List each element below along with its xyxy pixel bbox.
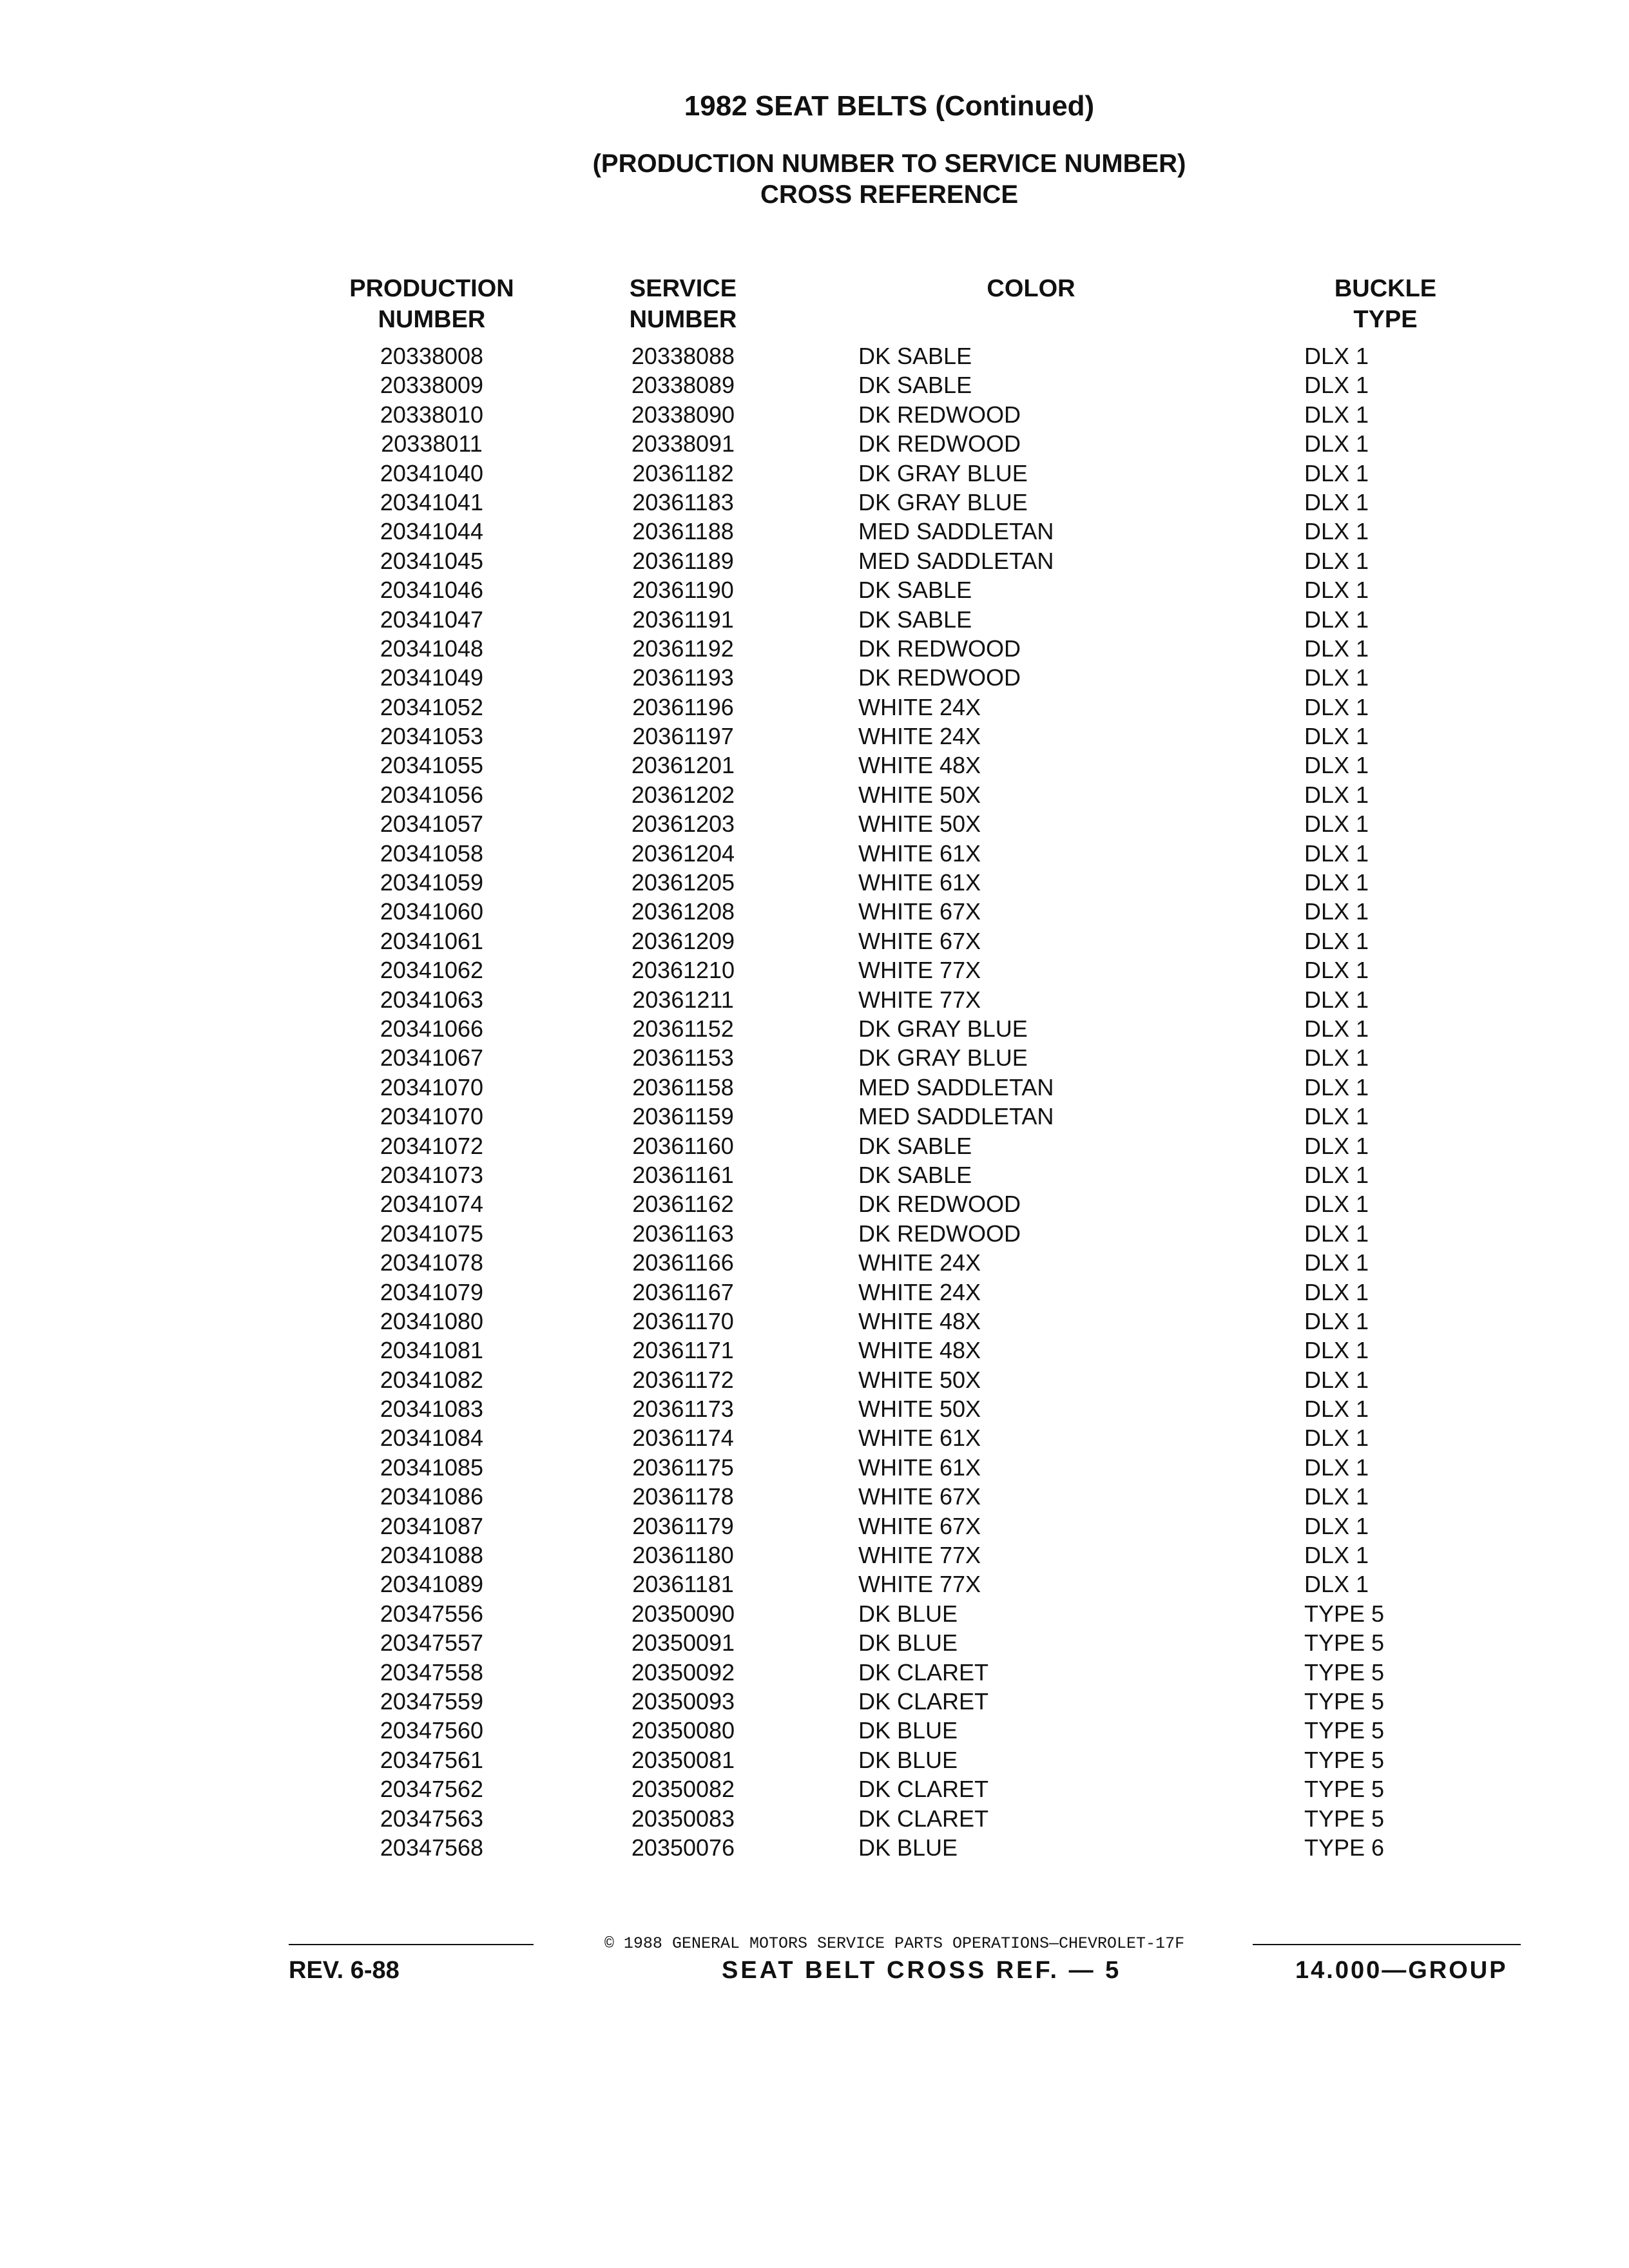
production-number-cell: 20341081 bbox=[380, 1337, 484, 1364]
table-row bbox=[0, 1336, 1629, 1365]
cross-reference-table bbox=[0, 341, 1629, 1862]
production-number-cell: 20341048 bbox=[380, 635, 484, 662]
color-cell: DK BLUE bbox=[858, 1834, 958, 1861]
production-number-cell: 20341074 bbox=[380, 1191, 484, 1218]
column-header-production-line-1: PRODUCTION bbox=[349, 275, 514, 302]
production-number-cell: 20341075 bbox=[380, 1220, 484, 1247]
color-cell: WHITE 24X bbox=[858, 1249, 981, 1276]
service-number-cell: 20361152 bbox=[632, 1015, 734, 1042]
production-number-cell: 20341082 bbox=[380, 1366, 484, 1393]
color-cell: DK BLUE bbox=[858, 1629, 958, 1657]
footer-rule-right bbox=[1253, 1944, 1521, 1945]
service-number-cell: 20361171 bbox=[632, 1337, 734, 1364]
service-number-cell: 20350091 bbox=[631, 1629, 735, 1657]
buckle-type-cell: DLX 1 bbox=[1304, 488, 1369, 515]
production-number-cell: 20341072 bbox=[380, 1132, 484, 1159]
table-row bbox=[0, 663, 1629, 692]
buckle-type-cell: DLX 1 bbox=[1304, 957, 1369, 984]
color-cell: DK GRAY BLUE bbox=[858, 1015, 1028, 1042]
service-number-cell: 20350093 bbox=[631, 1687, 735, 1715]
buckle-type-cell: TYPE 5 bbox=[1304, 1658, 1385, 1686]
table-row bbox=[0, 985, 1629, 1014]
table-row bbox=[0, 1599, 1629, 1628]
buckle-type-cell: DLX 1 bbox=[1304, 1220, 1369, 1247]
buckle-type-cell: TYPE 5 bbox=[1304, 1776, 1385, 1803]
service-number-cell: 20361193 bbox=[632, 664, 734, 691]
production-number-cell: 20341052 bbox=[380, 693, 484, 720]
table-row bbox=[0, 927, 1629, 956]
buckle-type-cell: DLX 1 bbox=[1304, 781, 1369, 808]
column-header-service-line-2: NUMBER bbox=[629, 306, 737, 333]
color-cell: WHITE 77X bbox=[858, 1571, 981, 1598]
buckle-type-cell: DLX 1 bbox=[1304, 1425, 1369, 1452]
production-number-cell: 20341060 bbox=[380, 898, 484, 925]
production-number-cell: 20341047 bbox=[380, 606, 484, 633]
production-number-cell: 20341066 bbox=[380, 1015, 484, 1042]
color-cell: WHITE 61X bbox=[858, 869, 981, 896]
buckle-type-cell: DLX 1 bbox=[1304, 577, 1369, 604]
table-row bbox=[0, 780, 1629, 809]
color-cell: DK SABLE bbox=[858, 1161, 972, 1188]
service-number-cell: 20361192 bbox=[632, 635, 734, 662]
color-cell: WHITE 48X bbox=[858, 1307, 981, 1334]
service-number-cell: 20361161 bbox=[632, 1161, 734, 1188]
color-cell: DK REDWOOD bbox=[858, 401, 1021, 428]
column-header-production-line-2: NUMBER bbox=[378, 306, 486, 333]
color-cell: DK REDWOOD bbox=[858, 1191, 1021, 1218]
buckle-type-cell: DLX 1 bbox=[1304, 1307, 1369, 1334]
table-row bbox=[0, 400, 1629, 429]
color-cell: DK CLARET bbox=[858, 1805, 989, 1832]
service-number-cell: 20361196 bbox=[632, 693, 734, 720]
color-cell: WHITE 77X bbox=[858, 986, 981, 1013]
buckle-type-cell: TYPE 6 bbox=[1304, 1834, 1385, 1861]
production-number-cell: 20341045 bbox=[380, 547, 484, 574]
color-cell: WHITE 61X bbox=[858, 1425, 981, 1452]
table-row bbox=[0, 546, 1629, 575]
color-cell: DK REDWOOD bbox=[858, 430, 1021, 457]
service-number-cell: 20350083 bbox=[631, 1805, 735, 1832]
buckle-type-cell: DLX 1 bbox=[1304, 401, 1369, 428]
production-number-cell: 20347568 bbox=[380, 1834, 484, 1861]
service-number-cell: 20338090 bbox=[631, 401, 735, 428]
buckle-type-cell: DLX 1 bbox=[1304, 1337, 1369, 1364]
buckle-type-cell: DLX 1 bbox=[1304, 840, 1369, 867]
production-number-cell: 20341062 bbox=[380, 957, 484, 984]
buckle-type-cell: DLX 1 bbox=[1304, 1454, 1369, 1481]
page-subtitle-line-1: (PRODUCTION NUMBER TO SERVICE NUMBER) bbox=[592, 149, 1186, 178]
buckle-type-cell: DLX 1 bbox=[1304, 1542, 1369, 1569]
table-row bbox=[0, 1219, 1629, 1248]
table-row bbox=[0, 1628, 1629, 1657]
table-row bbox=[0, 634, 1629, 663]
table-row bbox=[0, 1423, 1629, 1452]
service-number-cell: 20361188 bbox=[632, 518, 734, 545]
buckle-type-cell: DLX 1 bbox=[1304, 927, 1369, 954]
service-number-cell: 20361209 bbox=[631, 927, 735, 954]
color-cell: DK CLARET bbox=[858, 1687, 989, 1715]
column-header-service-number bbox=[574, 273, 793, 335]
column-header-color bbox=[934, 273, 1128, 304]
buckle-type-cell: DLX 1 bbox=[1304, 1015, 1369, 1042]
buckle-type-cell: DLX 1 bbox=[1304, 459, 1369, 486]
buckle-type-cell: DLX 1 bbox=[1304, 635, 1369, 662]
color-cell: WHITE 67X bbox=[858, 1512, 981, 1539]
production-number-cell: 20341085 bbox=[380, 1454, 484, 1481]
buckle-type-cell: DLX 1 bbox=[1304, 1278, 1369, 1305]
buckle-type-cell: DLX 1 bbox=[1304, 1132, 1369, 1159]
buckle-type-cell: DLX 1 bbox=[1304, 1249, 1369, 1276]
table-row bbox=[0, 868, 1629, 897]
page-title: 1982 SEAT BELTS (Continued) bbox=[684, 90, 1095, 122]
service-number-cell: 20361203 bbox=[631, 811, 735, 838]
color-cell: DK GRAY BLUE bbox=[858, 459, 1028, 486]
color-cell: WHITE 50X bbox=[858, 811, 981, 838]
service-number-cell: 20361167 bbox=[632, 1278, 734, 1305]
table-row bbox=[0, 605, 1629, 634]
column-header-color-label: COLOR bbox=[987, 275, 1075, 302]
service-number-cell: 20350080 bbox=[631, 1717, 735, 1744]
color-cell: DK REDWOOD bbox=[858, 1220, 1021, 1247]
table-row bbox=[0, 1774, 1629, 1803]
table-row bbox=[0, 956, 1629, 985]
production-number-cell: 20347558 bbox=[380, 1658, 484, 1686]
buckle-type-cell: DLX 1 bbox=[1304, 664, 1369, 691]
table-row bbox=[0, 1453, 1629, 1482]
service-number-cell: 20361153 bbox=[632, 1044, 734, 1072]
production-number-cell: 20341070 bbox=[380, 1073, 484, 1100]
service-number-cell: 20338091 bbox=[631, 430, 735, 457]
buckle-type-cell: DLX 1 bbox=[1304, 518, 1369, 545]
production-number-cell: 20347562 bbox=[380, 1776, 484, 1803]
footer-copyright-line bbox=[289, 1936, 1521, 1952]
production-number-cell: 20338010 bbox=[380, 401, 484, 428]
production-number-cell: 20341073 bbox=[380, 1161, 484, 1188]
buckle-type-cell: TYPE 5 bbox=[1304, 1746, 1385, 1773]
color-cell: DK BLUE bbox=[858, 1600, 958, 1627]
production-number-cell: 20341080 bbox=[380, 1307, 484, 1334]
service-number-cell: 20361182 bbox=[632, 459, 734, 486]
production-number-cell: 20341083 bbox=[380, 1396, 484, 1423]
service-number-cell: 20361202 bbox=[631, 781, 735, 808]
footer-rule-left bbox=[289, 1944, 534, 1945]
color-cell: DK BLUE bbox=[858, 1717, 958, 1744]
service-number-cell: 20361190 bbox=[632, 577, 734, 604]
color-cell: MED SADDLETAN bbox=[858, 1073, 1054, 1100]
service-number-cell: 20361175 bbox=[632, 1454, 734, 1481]
table-row bbox=[0, 341, 1629, 370]
production-number-cell: 20341056 bbox=[380, 781, 484, 808]
color-cell: DK SABLE bbox=[858, 372, 972, 399]
production-number-cell: 20341044 bbox=[380, 518, 484, 545]
table-row bbox=[0, 1541, 1629, 1570]
buckle-type-cell: DLX 1 bbox=[1304, 1044, 1369, 1072]
table-row bbox=[0, 1014, 1629, 1043]
buckle-type-cell: DLX 1 bbox=[1304, 723, 1369, 750]
service-number-cell: 20361172 bbox=[632, 1366, 734, 1393]
production-number-cell: 20341053 bbox=[380, 723, 484, 750]
column-header-production-number bbox=[322, 273, 541, 335]
table-row bbox=[0, 1102, 1629, 1131]
table-row bbox=[0, 1307, 1629, 1336]
color-cell: WHITE 50X bbox=[858, 781, 981, 808]
table-row bbox=[0, 1248, 1629, 1277]
service-number-cell: 20361166 bbox=[632, 1249, 734, 1276]
table-row bbox=[0, 1745, 1629, 1774]
production-number-cell: 20341061 bbox=[380, 927, 484, 954]
table-row bbox=[0, 1687, 1629, 1716]
buckle-type-cell: TYPE 5 bbox=[1304, 1805, 1385, 1832]
table-row bbox=[0, 517, 1629, 546]
table-row bbox=[0, 751, 1629, 780]
buckle-type-cell: DLX 1 bbox=[1304, 1396, 1369, 1423]
production-number-cell: 20338009 bbox=[380, 372, 484, 399]
table-row bbox=[0, 1043, 1629, 1072]
table-row bbox=[0, 1160, 1629, 1189]
production-number-cell: 20341041 bbox=[380, 488, 484, 515]
table-row bbox=[0, 1394, 1629, 1423]
table-row bbox=[0, 1658, 1629, 1687]
page-subtitle-line-2: CROSS REFERENCE bbox=[760, 180, 1019, 209]
service-number-cell: 20350076 bbox=[631, 1834, 735, 1861]
color-cell: MED SADDLETAN bbox=[858, 547, 1054, 574]
color-cell: WHITE 24X bbox=[858, 693, 981, 720]
color-cell: WHITE 48X bbox=[858, 752, 981, 779]
production-number-cell: 20347557 bbox=[380, 1629, 484, 1657]
color-cell: DK BLUE bbox=[858, 1746, 958, 1773]
buckle-type-cell: TYPE 5 bbox=[1304, 1600, 1385, 1627]
color-cell: DK GRAY BLUE bbox=[858, 1044, 1028, 1072]
buckle-type-cell: DLX 1 bbox=[1304, 1191, 1369, 1218]
buckle-type-cell: DLX 1 bbox=[1304, 869, 1369, 896]
service-number-cell: 20361178 bbox=[632, 1483, 734, 1510]
service-number-cell: 20361173 bbox=[632, 1396, 734, 1423]
buckle-type-cell: DLX 1 bbox=[1304, 1483, 1369, 1510]
service-number-cell: 20338089 bbox=[631, 372, 735, 399]
color-cell: MED SADDLETAN bbox=[858, 1103, 1054, 1130]
color-cell: WHITE 50X bbox=[858, 1366, 981, 1393]
color-cell: DK REDWOOD bbox=[858, 635, 1021, 662]
production-number-cell: 20338011 bbox=[381, 430, 483, 457]
service-number-cell: 20338088 bbox=[631, 343, 735, 369]
table-row bbox=[0, 693, 1629, 722]
production-number-cell: 20341087 bbox=[380, 1512, 484, 1539]
table-row bbox=[0, 897, 1629, 926]
buckle-type-cell: DLX 1 bbox=[1304, 811, 1369, 838]
service-number-cell: 20361170 bbox=[632, 1307, 734, 1334]
buckle-type-cell: DLX 1 bbox=[1304, 986, 1369, 1013]
buckle-type-cell: DLX 1 bbox=[1304, 752, 1369, 779]
service-number-cell: 20350081 bbox=[631, 1746, 735, 1773]
production-number-cell: 20341059 bbox=[380, 869, 484, 896]
table-row bbox=[0, 1189, 1629, 1218]
table-row bbox=[0, 1804, 1629, 1833]
production-number-cell: 20341084 bbox=[380, 1425, 484, 1452]
production-number-cell: 20341067 bbox=[380, 1044, 484, 1072]
service-number-cell: 20361183 bbox=[632, 488, 734, 515]
production-number-cell: 20341079 bbox=[380, 1278, 484, 1305]
table-row bbox=[0, 575, 1629, 604]
production-number-cell: 20347561 bbox=[380, 1746, 484, 1773]
service-number-cell: 20350090 bbox=[631, 1600, 735, 1627]
buckle-type-cell: DLX 1 bbox=[1304, 693, 1369, 720]
production-number-cell: 20341088 bbox=[380, 1542, 484, 1569]
service-number-cell: 20361159 bbox=[632, 1103, 734, 1130]
production-number-cell: 20341049 bbox=[380, 664, 484, 691]
service-number-cell: 20361197 bbox=[632, 723, 734, 750]
service-number-cell: 20361163 bbox=[632, 1220, 734, 1247]
column-header-buckle-line-2: TYPE bbox=[1353, 306, 1418, 333]
table-row bbox=[0, 809, 1629, 838]
copyright-notice: © 1988 GENERAL MOTORS SERVICE PARTS OPERATIONS—CHEVROLET-17F bbox=[604, 1934, 1185, 1953]
service-number-cell: 20361208 bbox=[631, 898, 735, 925]
production-number-cell: 20341089 bbox=[380, 1571, 484, 1598]
color-cell: WHITE 24X bbox=[858, 723, 981, 750]
table-row bbox=[0, 1482, 1629, 1511]
revision-label: REV. 6-88 bbox=[289, 1957, 400, 1984]
buckle-type-cell: DLX 1 bbox=[1304, 1161, 1369, 1188]
color-cell: WHITE 24X bbox=[858, 1278, 981, 1305]
buckle-type-cell: DLX 1 bbox=[1304, 1073, 1369, 1100]
table-row bbox=[0, 1131, 1629, 1160]
production-number-cell: 20341063 bbox=[380, 986, 484, 1013]
service-number-cell: 20361191 bbox=[632, 606, 734, 633]
table-row bbox=[0, 1278, 1629, 1307]
buckle-type-cell: TYPE 5 bbox=[1304, 1629, 1385, 1657]
table-row bbox=[0, 1570, 1629, 1599]
production-number-cell: 20338008 bbox=[380, 343, 484, 369]
page-reference: SEAT BELT CROSS REF. — 5 bbox=[722, 1957, 1122, 1984]
buckle-type-cell: DLX 1 bbox=[1304, 430, 1369, 457]
color-cell: MED SADDLETAN bbox=[858, 518, 1054, 545]
production-number-cell: 20341055 bbox=[380, 752, 484, 779]
buckle-type-cell: DLX 1 bbox=[1304, 1103, 1369, 1130]
production-number-cell: 20347560 bbox=[380, 1717, 484, 1744]
service-number-cell: 20361181 bbox=[632, 1571, 734, 1598]
production-number-cell: 20341078 bbox=[380, 1249, 484, 1276]
service-number-cell: 20361158 bbox=[632, 1073, 734, 1100]
color-cell: DK CLARET bbox=[858, 1658, 989, 1686]
table-row bbox=[0, 429, 1629, 458]
color-cell: WHITE 61X bbox=[858, 840, 981, 867]
service-number-cell: 20361201 bbox=[631, 752, 735, 779]
buckle-type-cell: TYPE 5 bbox=[1304, 1687, 1385, 1715]
buckle-type-cell: DLX 1 bbox=[1304, 606, 1369, 633]
color-cell: DK SABLE bbox=[858, 1132, 972, 1159]
table-row bbox=[0, 1716, 1629, 1745]
table-row bbox=[0, 1073, 1629, 1102]
production-number-cell: 20347563 bbox=[380, 1805, 484, 1832]
buckle-type-cell: DLX 1 bbox=[1304, 343, 1369, 369]
production-number-cell: 20341057 bbox=[380, 811, 484, 838]
color-cell: DK SABLE bbox=[858, 606, 972, 633]
table-row bbox=[0, 1833, 1629, 1862]
color-cell: DK CLARET bbox=[858, 1776, 989, 1803]
table-row bbox=[0, 839, 1629, 868]
color-cell: WHITE 67X bbox=[858, 927, 981, 954]
production-number-cell: 20341070 bbox=[380, 1103, 484, 1130]
table-row bbox=[0, 1365, 1629, 1394]
color-cell: DK SABLE bbox=[858, 343, 972, 369]
table-row bbox=[0, 1512, 1629, 1541]
buckle-type-cell: DLX 1 bbox=[1304, 1366, 1369, 1393]
service-number-cell: 20361174 bbox=[632, 1425, 734, 1452]
buckle-type-cell: TYPE 5 bbox=[1304, 1717, 1385, 1744]
production-number-cell: 20347559 bbox=[380, 1687, 484, 1715]
service-number-cell: 20350082 bbox=[631, 1776, 735, 1803]
production-number-cell: 20347556 bbox=[380, 1600, 484, 1627]
service-number-cell: 20361160 bbox=[632, 1132, 734, 1159]
color-cell: WHITE 61X bbox=[858, 1454, 981, 1481]
color-cell: DK REDWOOD bbox=[858, 664, 1021, 691]
buckle-type-cell: DLX 1 bbox=[1304, 1571, 1369, 1598]
production-number-cell: 20341086 bbox=[380, 1483, 484, 1510]
color-cell: WHITE 50X bbox=[858, 1396, 981, 1423]
service-number-cell: 20361211 bbox=[632, 986, 734, 1013]
production-number-cell: 20341040 bbox=[380, 459, 484, 486]
group-number: 14.000—GROUP bbox=[1295, 1957, 1508, 1984]
table-row bbox=[0, 459, 1629, 488]
color-cell: WHITE 48X bbox=[858, 1337, 981, 1364]
column-header-service-line-1: SERVICE bbox=[629, 275, 737, 302]
service-number-cell: 20361180 bbox=[632, 1542, 734, 1569]
color-cell: WHITE 77X bbox=[858, 957, 981, 984]
service-number-cell: 20361162 bbox=[632, 1191, 734, 1218]
column-header-buckle-type bbox=[1289, 273, 1482, 335]
table-row bbox=[0, 488, 1629, 517]
color-cell: WHITE 77X bbox=[858, 1542, 981, 1569]
service-number-cell: 20350092 bbox=[631, 1658, 735, 1686]
table-row bbox=[0, 722, 1629, 751]
service-number-cell: 20361204 bbox=[631, 840, 735, 867]
buckle-type-cell: DLX 1 bbox=[1304, 372, 1369, 399]
buckle-type-cell: DLX 1 bbox=[1304, 1512, 1369, 1539]
buckle-type-cell: DLX 1 bbox=[1304, 898, 1369, 925]
table-row bbox=[0, 370, 1629, 399]
production-number-cell: 20341046 bbox=[380, 577, 484, 604]
service-number-cell: 20361205 bbox=[631, 869, 735, 896]
buckle-type-cell: DLX 1 bbox=[1304, 547, 1369, 574]
column-header-buckle-line-1: BUCKLE bbox=[1334, 275, 1437, 302]
service-number-cell: 20361179 bbox=[632, 1512, 734, 1539]
service-number-cell: 20361210 bbox=[631, 957, 735, 984]
production-number-cell: 20341058 bbox=[380, 840, 484, 867]
color-cell: DK GRAY BLUE bbox=[858, 488, 1028, 515]
color-cell: WHITE 67X bbox=[858, 898, 981, 925]
color-cell: DK SABLE bbox=[858, 577, 972, 604]
color-cell: WHITE 67X bbox=[858, 1483, 981, 1510]
service-number-cell: 20361189 bbox=[632, 547, 734, 574]
